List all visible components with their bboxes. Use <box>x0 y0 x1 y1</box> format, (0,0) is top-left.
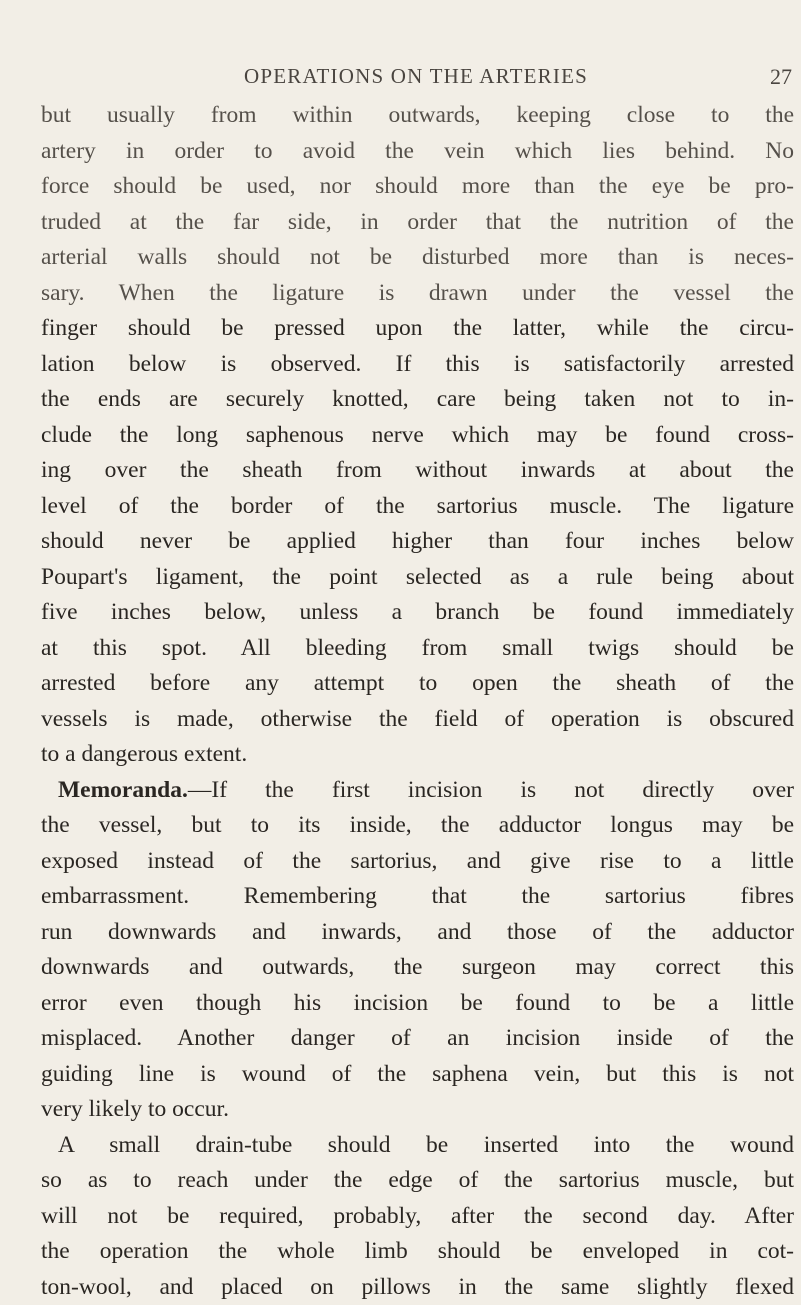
text-line: ing over the sheath from without inwards at about the <box>41 453 794 489</box>
text-line: so as to reach under the edge of the sartorius muscle, but <box>41 1163 794 1199</box>
text-line: very likely to occur. <box>41 1092 794 1128</box>
text-line: A small drain-tube should be inserted into the wound <box>41 1128 794 1164</box>
text-line: force should be used, nor should more than the eye be pro- <box>41 169 794 205</box>
text-line: guiding line is wound of the saphena vein, but this is not <box>41 1057 794 1093</box>
text-line: will not be required, probably, after the second day. After <box>41 1199 794 1235</box>
text-line: clude the long saphenous nerve which may be found cross- <box>41 418 794 454</box>
text-line: to a dangerous extent. <box>41 737 794 773</box>
text-line: sary. When the ligature is drawn under the vessel the <box>41 276 794 312</box>
text-line: lation below is observed. If this is satisfactorily arrested <box>41 347 794 383</box>
text-line: but usually from within outwards, keeping close to the <box>41 98 794 134</box>
memoranda-text: —If the first incision is not directly over <box>188 777 794 803</box>
running-title: OPERATIONS ON THE ARTERIES <box>40 64 792 89</box>
text-line: vessels is made, otherwise the field of operation is obscured <box>41 702 794 738</box>
memoranda-heading: Memoranda. <box>58 777 188 803</box>
text-line: level of the border of the sartorius muscle. The ligature <box>41 489 794 525</box>
text-line: finger should be pressed upon the latter, while the circu- <box>41 311 794 347</box>
text-line: exposed instead of the sartorius, and give rise to a little <box>41 844 794 880</box>
text-line: truded at the far side, in order that the nutrition of the <box>41 205 794 241</box>
text-line: embarrassment. Remembering that the sartorius fibres <box>41 879 794 915</box>
text-line: the operation the whole limb should be enveloped in cot- <box>41 1234 794 1270</box>
text-line: error even though his incision be found to be a little <box>41 986 794 1022</box>
text-line: arterial walls should not be disturbed more than is neces- <box>41 240 794 276</box>
text-line: five inches below, unless a branch be found immediately <box>41 595 794 631</box>
text-line: run downwards and inwards, and those of the adductor <box>41 915 794 951</box>
text-line: should never be applied higher than four inches below <box>41 524 794 560</box>
text-line: misplaced. Another danger of an incision inside of the <box>41 1021 794 1057</box>
text-line: Poupart's ligament, the point selected as a rule being about <box>41 560 794 596</box>
memoranda-line <box>41 773 794 809</box>
text-line: the vessel, but to its inside, the adductor longus may be <box>41 808 794 844</box>
body-text <box>41 98 794 1305</box>
text-line: downwards and outwards, the surgeon may correct this <box>41 950 794 986</box>
page-number: 27 <box>770 64 792 90</box>
text-line: ton-wool, and placed on pillows in the same slightly flexed <box>41 1270 794 1305</box>
text-line: arrested before any attempt to open the sheath of the <box>41 666 794 702</box>
text-line: artery in order to avoid the vein which lies behind. No <box>41 134 794 170</box>
running-head <box>40 64 792 92</box>
text-line: at this spot. All bleeding from small twigs should be <box>41 631 794 667</box>
text-line: the ends are securely knotted, care being taken not to in- <box>41 382 794 418</box>
